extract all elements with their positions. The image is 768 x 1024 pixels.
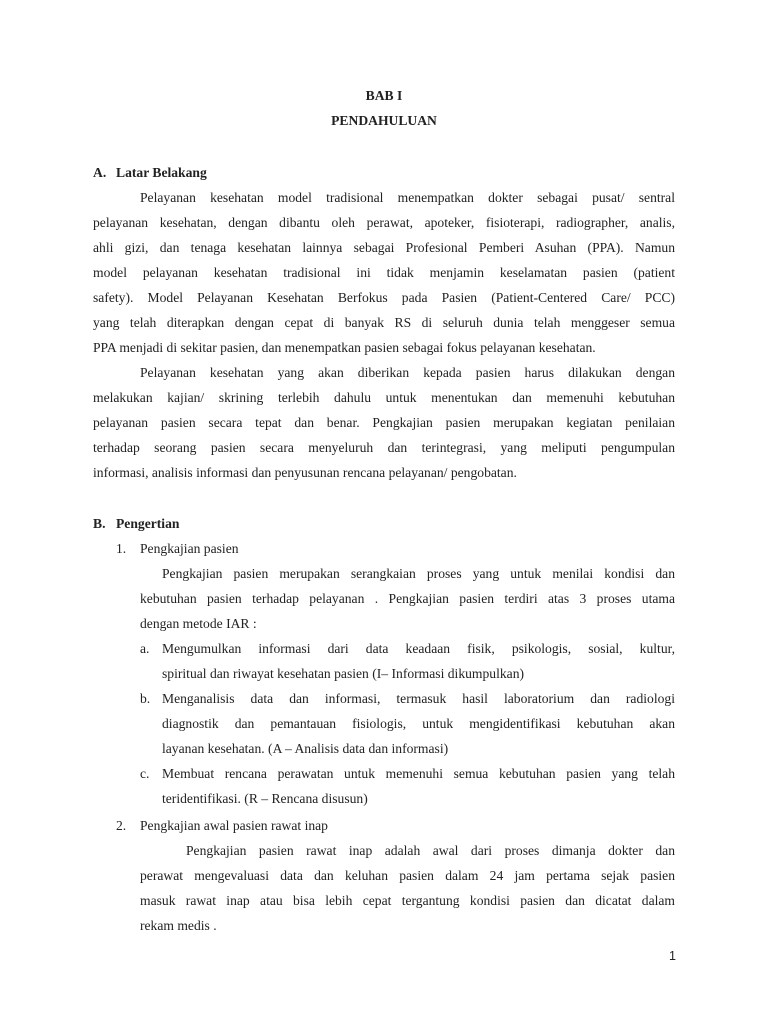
sublist-letter: a. (140, 641, 150, 656)
paragraph-line: yang telah diterapkan dengan cepat di banyak RS di seluruh dunia telah menggeser semua (93, 315, 675, 330)
list-item-title: Pengkajian pasien (140, 541, 239, 556)
paragraph-line: Pelayanan kesehatan model tradisional menempatkan dokter sebagai pusat/ sentral (140, 190, 675, 205)
section-a-title: Latar Belakang (116, 165, 207, 180)
paragraph-line: pelayanan kesehatan, dengan dibantu oleh perawat, apoteker, fisioterapi, radiographer, analis, (93, 215, 675, 230)
paragraph-line: ahli gizi, dan tenaga kesehatan lainnya sebagai Profesional Pemberi Asuhan (PPA). Namun (93, 240, 675, 255)
paragraph-line: masuk rawat inap atau bisa lebih cepat tergantung kondisi pasien dan dicatat dalam (140, 893, 675, 908)
sublist-letter: c. (140, 766, 150, 781)
sublist-line: Mengumulkan informasi dari data keadaan fisik, psikologis, sosial, kultur, (162, 641, 675, 656)
paragraph-line: dengan metode IAR : (140, 616, 257, 631)
paragraph-line: Pelayanan kesehatan yang akan diberikan kepada pasien harus dilakukan dengan (140, 365, 675, 380)
paragraph-line: terhadap seorang pasien secara menyeluruh dan terintegrasi, yang meliputi pengumpulan (93, 440, 675, 455)
paragraph-line: safety). Model Pelayanan Kesehatan Berfokus pada Pasien (Patient-Centered Care/ PCC) (93, 290, 675, 305)
list-item-title: Pengkajian awal pasien rawat inap (140, 818, 328, 833)
paragraph-line: rekam medis . (140, 918, 217, 933)
sublist-line: layanan kesehatan. (A – Analisis data dan informasi) (162, 741, 449, 756)
sublist-line: teridentifikasi. (R – Rencana disusun) (162, 791, 368, 806)
paragraph-line: PPA menjadi di sekitar pasien, dan menempatkan pasien sebagai fokus pelayanan kesehatan. (93, 340, 596, 355)
paragraph-line: informasi, analisis informasi dan penyusunan rencana pelayanan/ pengobatan. (93, 465, 517, 480)
paragraph-line: Pengkajian pasien rawat inap adalah awal dari proses dimanja dokter dan (186, 843, 675, 858)
list-item-number: 1. (116, 541, 127, 556)
sublist-line: diagnostik dan pemantauan fisiologis, untuk mengidentifikasi kebutuhan akan (162, 716, 675, 731)
sublist-line: Membuat rencana perawatan untuk memenuhi semua kebutuhan pasien yang telah (162, 766, 675, 781)
sublist-letter: b. (140, 691, 151, 706)
sublist-line: spiritual dan riwayat kesehatan pasien (I– Informasi dikumpulkan) (162, 666, 525, 681)
chapter-label: BAB I (365, 88, 403, 103)
list-item-number: 2. (116, 818, 127, 833)
chapter-title: PENDAHULUAN (331, 113, 437, 128)
section-b-letter: B. (93, 516, 106, 531)
page-number: 1 (669, 949, 676, 963)
paragraph-line: melakukan kajian/ skrining terlebih dahulu untuk menentukan dan memenuhi kebutuhan (93, 390, 675, 405)
section-a-letter: A. (93, 165, 107, 180)
paragraph-line: Pengkajian pasien merupakan serangkaian proses yang untuk menilai kondisi dan (162, 566, 675, 581)
paragraph-line: pelayanan pasien secara tepat dan benar. Pengkajian pasien merupakan kegiatan penilaian (93, 415, 675, 430)
paragraph-line: perawat mengevaluasi data dan keluhan pasien dalam 24 jam pertama sejak pasien (140, 868, 675, 883)
sublist-line: Menganalisis data dan informasi, termasuk hasil laboratorium dan radiologi (162, 691, 675, 706)
paragraph-line: kebutuhan pasien terhadap pelayanan . Pengkajian pasien terdiri atas 3 proses utama (140, 591, 675, 606)
section-b-title: Pengertian (116, 516, 180, 531)
paragraph-line: model pelayanan kesehatan tradisional ini tidak menjamin keselamatan pasien (patient (93, 265, 675, 280)
